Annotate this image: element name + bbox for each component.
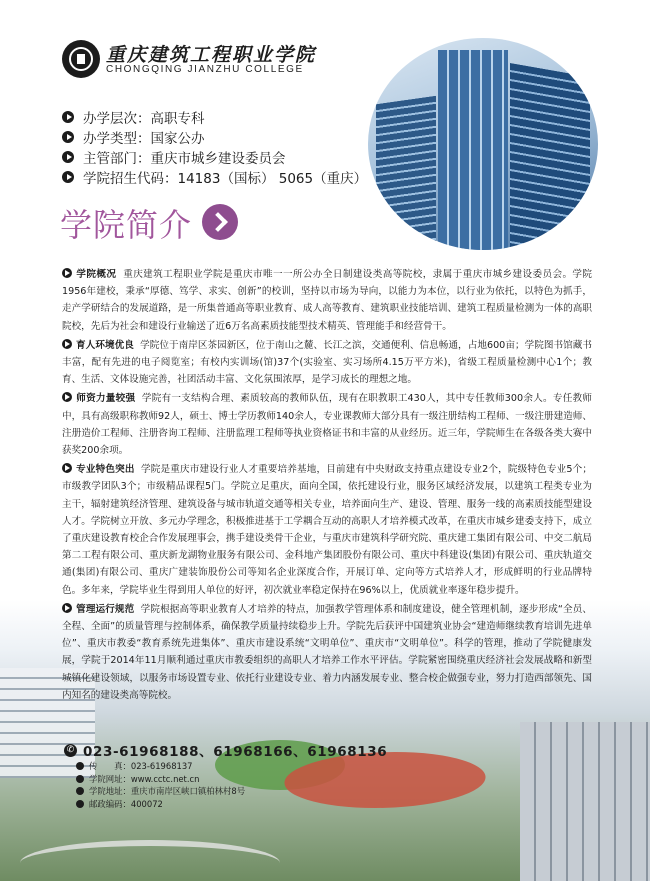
contact-row-website[interactable]: 学院网址：www.cctc.net.cn: [76, 773, 387, 786]
website-link[interactable]: www.cctc.net.cn: [130, 773, 200, 784]
paragraph-body: 学院位于南岸区茶园新区，位于南山之麓、长江之滨，交通便利、信息畅通，占地600亩；学院图书馆藏书丰富，配有先进的电子阅览室；有校内实训场(馆)37个(实验室、实习场所4.15万平方米)，省级工程质量检测中心1个；教育、生活、文体设施完善，社团活动丰富、文化氛围浓厚，是学习成长的理想之地。: [62, 339, 593, 386]
phone-numbers: 023-61968188、61968166、61968136: [83, 744, 388, 760]
paragraph-body: 学院是重庆市建设行业人才重要培养基地，目前建有中央财政支持重点建设专业2个，院级特色专业5个；市级教学团队3个；市级精品课程5门。学院立足重庆，面向全国，依托建设行业，服务区域经济发展，以建筑工程类专业为主干，辐射建筑经济管理、建筑设备与城市轨道交通等相关专业，培养面向生产、建设、管理、服务一线的高素质技能型建设人才。学院树立开放、多元办学理念，积极推进基于工学耦合互动的高职人才培养模式改革，在重庆市城乡建委支持下，成立了重庆建设教育校企合作发展理事会，携手建设类骨干企业，与重庆市建筑科学研究院、重庆建工集团有限公司、中交二航局第二工程有限公司、重庆新龙湖物业服务有限公司、金科地产集团股份有限公司、重庆中科建设(集团)有限公司、重庆轨道交通(集团)有限公司、重庆广建装饰股份公司等知名企业深度合作，开展订单、定向等方式培养人才，形成鲜明的行业品牌特色。多年来，学院毕业生得到用人单位的好评，初次就业率稳定保持在96%以上，优质就业率逐年稳步提升。: [62, 464, 592, 596]
college-emblem-icon: [62, 40, 100, 78]
bullet-icon: [76, 762, 84, 770]
arrow-bullet-icon: [62, 603, 72, 613]
bullet-icon: [76, 800, 84, 808]
info-row-type: 办学类型：国家公办: [62, 127, 367, 146]
chevron-right-icon: [202, 204, 238, 240]
arrow-bullet-icon: [62, 392, 72, 402]
arrow-bullet-icon: [62, 131, 74, 143]
contact-row-fax: 传 真：023-61968137: [76, 760, 387, 773]
bullet-icon: [76, 787, 84, 795]
arrow-bullet-icon: [62, 268, 72, 278]
arrow-bullet-icon: [62, 463, 72, 473]
arrow-bullet-icon: [62, 111, 74, 123]
arrow-bullet-icon: [62, 171, 74, 183]
contact-row-postcode: 邮政编码：400072: [76, 798, 387, 811]
campus-road: [20, 840, 280, 886]
bullet-icon: [76, 775, 84, 783]
info-value: 重庆市城乡建设委员会: [150, 150, 286, 167]
arrow-bullet-icon: [62, 151, 74, 163]
paragraph-body: 重庆建筑工程职业学院是重庆市唯一一所公办全日制建设类高等院校，隶属于重庆市城乡建设委员会。学院1956年建校，秉承“厚德、笃学、求实、创新”的校训，坚持以市场为导向，以能力为本位，以行业为依托，以特色为抓手，走产学研结合的发展道路，是一所集普通高等职业教育、成人高等教育、建筑职业技能培训、建筑工程质量检测为一体的高职院校，先后为社会和建设行业输送了近6万名高素质技能型技术精英、管理能手和经营骨干。: [62, 269, 593, 332]
skyscraper-photo: [368, 38, 598, 250]
info-row-level: 办学层次：高职专科: [62, 107, 367, 126]
phone-row: [64, 740, 387, 760]
paragraph-heading: 学院概况: [76, 269, 117, 280]
paragraph-heading: 专业特色突出: [76, 464, 135, 476]
campus-building-right: [520, 722, 650, 881]
paragraph-heading: 管理运行规范: [76, 603, 135, 615]
paragraph-management: [62, 601, 592, 704]
paragraph-heading: 育人环境优良: [76, 339, 134, 351]
college-name-cn: 重庆建筑工程职业学院: [106, 44, 317, 66]
paragraph-overview: [62, 266, 592, 335]
contact-row-address: 学院地址：重庆市南岸区峡口镇柏林村8号: [76, 785, 387, 798]
paragraph-majors: [62, 461, 592, 599]
section-title: 学院简介: [60, 206, 193, 244]
paragraph-body: 学院有一支结构合理、素质较高的教师队伍，现有在职教职工430人，其中专任教师300余人。专任教师中，具有高级职称教师92人，硕士、博士学历教师140余人，专业课教师大部分具有一级注册结构工程师、一级注册建造师、注册造价工程师、注册咨询工程师、注册监理工程师等执业资格证书和丰富的从业经历。近三年，学院师生在各级各类大赛中获奖200余项。: [62, 393, 592, 457]
phone-icon: ✆: [64, 744, 77, 757]
contact-block: [64, 740, 387, 810]
info-value: 国家公办: [150, 130, 205, 147]
paragraph-heading: 师资力量较强: [76, 393, 136, 405]
info-row-department: 主管部门：重庆市城乡建设委员会: [62, 147, 367, 166]
arrow-bullet-icon: [62, 339, 72, 349]
paragraph-body: 学院根据高等职业教育人才培养的特点，加强教学管理体系和制度建设，健全管理机制，逐步形成“全员、全程、全面”的质量管理与控制体系，确保教学质量持续稳步上升。学院先后获评中国建筑业协会“建造师继续教育培训先进单位”、重庆市教委“教育系统先进集体”、重庆市建设系统“文明单位”、重庆市“文明单位”。科学的管理，推动了学院健康发展，学院于2014年11月顺利通过重庆市教委组织的高职人才培养工作水平评估。学院紧密围绕重庆经济社会发展战略和新型城镇化建设领域，以服务市场设置专业、依托行业建设专业、着力内涵发展专业、整合校企做强专业，努力打造西部领先、国内知名的建设类高等院校。: [62, 603, 592, 701]
info-value: 高职专科: [150, 110, 205, 127]
college-info-list: [62, 107, 367, 187]
paragraph-faculty: [62, 390, 592, 459]
college-name-en: CHONGQING JIANZHU COLLEGE: [106, 64, 304, 75]
info-value: 14183（国标） 5065（重庆）: [177, 170, 368, 187]
paragraph-environment: [62, 337, 592, 389]
introduction-text: [62, 266, 592, 706]
info-row-code: 学院招生代码：14183（国标） 5065（重庆）: [62, 167, 367, 186]
